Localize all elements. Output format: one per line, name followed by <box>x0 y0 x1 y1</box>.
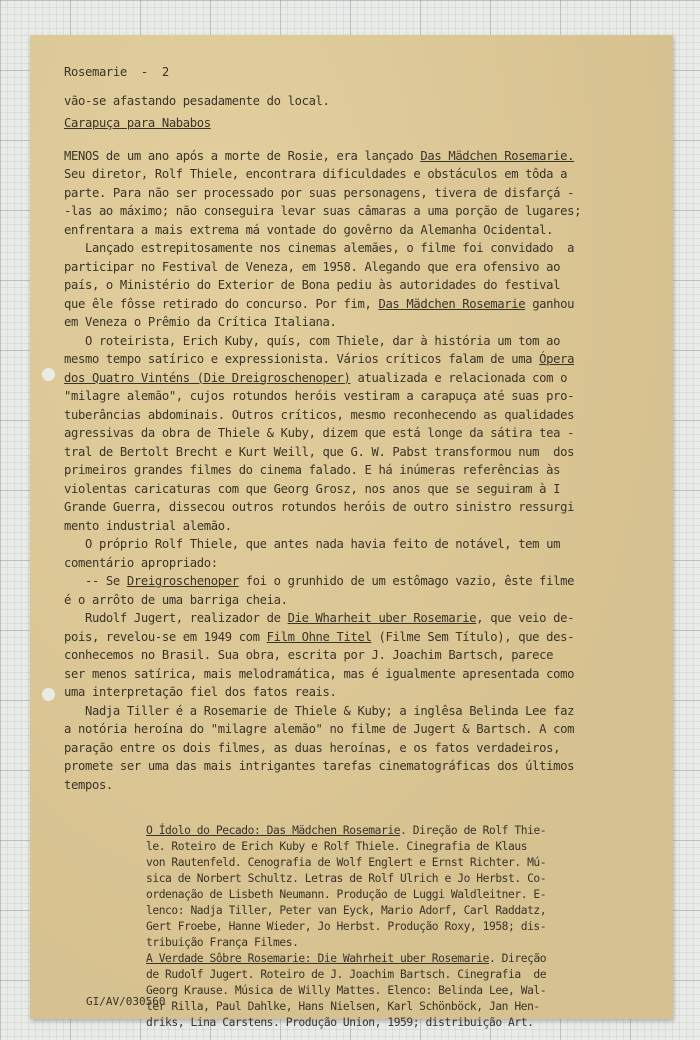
credit-line <box>146 999 646 1015</box>
text-run: Seu diretor, Rolf Thiele, encontrara dificuldades e obstáculos em tôda a <box>64 167 568 181</box>
underlined-title: Film Ohne Titel <box>266 629 372 644</box>
text-run: Nadja Tiller é a Rosemarie de Thiele & Kuby; a inglêsa Belinda Lee faz <box>64 703 575 718</box>
continuation-line: vão-se afastando pesadamente do local. <box>64 93 330 108</box>
text-run: -- Se <box>64 574 127 588</box>
text-run: O roteirista, Erich Kuby, quís, com Thiele, dar à história um tom ao <box>64 333 561 348</box>
body-text <box>64 147 649 795</box>
text-run: mento industrial alemão. <box>64 518 232 533</box>
body-line <box>64 517 649 536</box>
text-run: ser menos satírica, mais melodramática, mas é igualmente apresentada como <box>64 666 575 681</box>
body-line <box>64 221 649 240</box>
body-line <box>64 646 649 665</box>
body-line <box>64 591 649 610</box>
body-line <box>64 776 649 795</box>
body-line <box>64 202 649 221</box>
text-run: mesmo tempo satírico e expressionista. Vários críticos falam de uma <box>64 352 540 366</box>
credit-line <box>146 823 646 839</box>
body-line <box>64 461 649 480</box>
underlined-title: Das Mädchen Rosemarie <box>378 296 526 311</box>
film-credits <box>146 823 646 1031</box>
body-line <box>64 572 649 591</box>
text-run: a notória heroína do "milagre alemão" no filme de Jugert & Bartsch. A com <box>64 722 575 736</box>
underlined-title: Die Wharheit uber Rosemarie <box>287 611 477 625</box>
text-run: promete ser uma das mais intrigantes tarefas cinematográficas dos últimos <box>64 759 575 773</box>
text-run: atualizada e relacionada com o <box>350 370 568 385</box>
body-line <box>64 702 649 721</box>
body-line <box>64 276 649 295</box>
underlined-title: O Ídolo do Pecado: Das Mädchen Rosemarie <box>146 824 401 837</box>
text-run: . Direção de Rolf Thie- <box>400 824 547 837</box>
text-run: Rudolf Jugert, realizador de <box>64 611 288 625</box>
body-line <box>64 443 649 462</box>
text-run: von Rautenfeld. Cenografia de Wolf Englert e Ernst Richter. Mú- <box>146 856 547 869</box>
underlined-title: Das Mädchen Rosemarie. <box>420 148 575 163</box>
body-line <box>64 147 649 166</box>
text-run: MENOS de um ano após a morte de Rosie, era lançado <box>64 148 421 163</box>
body-line <box>64 313 649 332</box>
credit-line <box>146 919 646 935</box>
typed-text <box>64 63 649 794</box>
text-run: uma interpretação fiel dos fatos reais. <box>64 685 337 699</box>
text-run: primeiros grandes filmes do cinema falado. E há inúmeras referências às <box>64 463 561 477</box>
body-line <box>64 720 649 739</box>
body-line <box>64 628 649 647</box>
text-run: paração entre os dois filmes, as duas heroínas, e os fatos verdadeiros, <box>64 740 561 755</box>
body-line <box>64 424 649 443</box>
text-run: país, o Ministério do Exterior de Bona pediu às autoridades do festival <box>64 278 561 292</box>
text-run: Grande Guerra, dissecou outros rotundos heróis de outro sinistro ressurgi <box>64 500 575 514</box>
credit-line <box>146 903 646 919</box>
text-run: Georg Krause. Música de Willy Mattes. Elenco: Belinda Lee, Wal- <box>146 984 547 997</box>
body-line <box>64 554 649 573</box>
body-line <box>64 332 649 351</box>
body-line <box>64 350 649 369</box>
credit-line <box>146 871 646 887</box>
body-line <box>64 683 649 702</box>
underlined-title: Dreigroschenoper <box>126 574 239 588</box>
text-run: sica de Norbert Schultz. Letras de Rolf Ulrich e Jo Herbst. Co- <box>146 872 547 885</box>
text-run: de Rudolf Jugert. Roteiro de J. Joachim Bartsch. Cinegrafia de <box>146 968 547 981</box>
body-line <box>64 609 649 628</box>
body-line <box>64 665 649 684</box>
credit-line <box>146 951 646 967</box>
text-run: conhecemos no Brasil. Sua obra, escrita por J. Joachim Bartsch, parece <box>64 648 554 662</box>
text-run: tuberâncias abdominais. Outros críticos, mesmo reconhecendo as qualidades <box>64 407 575 422</box>
section-title: Carapuça para Nababos <box>64 116 211 130</box>
text-run: tral de Bertolt Brecht e Kurt Weill, que G. W. Pabst transformou num dos <box>64 444 575 459</box>
text-run: le. Roteiro de Erich Kuby e Rolf Thiele. Cinegrafia de Klaus <box>146 840 528 853</box>
page-header: Rosemarie - 2 <box>64 65 169 79</box>
text-run: lenco: Nadja Tiller, Peter van Eyck, Mario Adorf, Carl Raddatz, <box>146 904 547 917</box>
text-run: em Veneza o Prêmio da Crítica Italiana. <box>64 315 337 329</box>
body-line <box>64 165 649 184</box>
credit-line <box>146 1015 646 1031</box>
body-line <box>64 406 649 425</box>
body-line <box>64 757 649 776</box>
body-line <box>64 535 649 554</box>
text-run: Gert Froebe, Hanne Wieder, Jo Herbst. Produção Roxy, 1958; dis- <box>146 920 547 933</box>
body-line <box>64 369 649 388</box>
credit-line <box>146 887 646 903</box>
underlined-title: A Verdade Sôbre Rosemarie: Die Wahrheit uber Rosemarie <box>146 952 489 965</box>
body-line <box>64 258 649 277</box>
credit-line <box>146 967 646 983</box>
body-line <box>64 739 649 758</box>
text-run: Lançado estrepitosamente nos cinemas alemães, o filme foi convidado a <box>64 241 575 255</box>
credit-line <box>146 855 646 871</box>
body-line <box>64 295 649 314</box>
credit-line <box>146 935 646 951</box>
text-run: que êle fôsse retirado do concurso. Por fim, <box>64 296 379 311</box>
text-run: agressivas da obra de Thiele & Kuby, dizem que está longe da sátira tea - <box>64 426 575 440</box>
credit-line <box>146 839 646 855</box>
text-run: driks, Lina Carstens. Produção Union, 1959; distribuição Art. <box>146 1016 534 1029</box>
underlined-title: dos Quatro Vinténs (Die Dreigroschenoper) <box>64 370 351 385</box>
text-run: ter Rilla, Paul Dahlke, Hans Nielsen, Karl Schönböck, Jan Hen- <box>146 1000 540 1013</box>
text-run: é o arrôto de uma barriga cheia. <box>64 592 288 607</box>
text-run: (Filme Sem Título), que des- <box>371 629 575 644</box>
text-run: tribuição França Filmes. <box>146 936 299 949</box>
body-line <box>64 498 649 517</box>
text-run: comentário apropriado: <box>64 555 218 570</box>
text-run: foi o grunhido de um estômago vazio, êste filme <box>238 574 575 588</box>
text-run: ordenação de Lisbeth Neumann. Produção de Luggi Waldleitner. E- <box>146 888 547 901</box>
text-run: O próprio Rolf Thiele, que antes nada havia feito de notável, tem um <box>64 537 561 551</box>
text-run: pois, revelou-se em 1949 com <box>64 629 267 644</box>
document-page <box>30 35 673 1029</box>
body-line <box>64 387 649 406</box>
text-run: "milagre alemão", cujos rotundos heróis vestiram a carapuça até suas pro- <box>64 389 575 403</box>
text-run: violentas caricaturas com que Georg Grosz, nos anos que se seguiram à I <box>64 481 561 496</box>
text-run: -las ao máximo; não conseguira levar suas câmaras a uma porção de lugares; <box>64 204 582 218</box>
text-run: parte. Para não ser processado por suas personagens, tivera de disfarçá - <box>64 185 575 200</box>
credit-line <box>146 983 646 999</box>
underlined-title: Ópera <box>539 352 575 366</box>
body-line <box>64 239 649 258</box>
text-run: , que veio de- <box>476 611 575 625</box>
body-line <box>64 184 649 203</box>
body-line <box>64 480 649 499</box>
punch-hole <box>42 368 55 381</box>
text-run: enfrentara a mais extrema má vontade do govêrno da Alemanha Ocidental. <box>64 222 554 237</box>
text-run: tempos. <box>64 777 113 792</box>
text-run: . Direção <box>488 952 547 965</box>
archive-id: GI/AV/030560 <box>86 995 166 1008</box>
text-run: participar no Festival de Veneza, em 1958. Alegando que era ofensivo ao <box>64 259 561 274</box>
punch-hole <box>42 688 55 701</box>
text-run: ganhou <box>525 296 575 311</box>
